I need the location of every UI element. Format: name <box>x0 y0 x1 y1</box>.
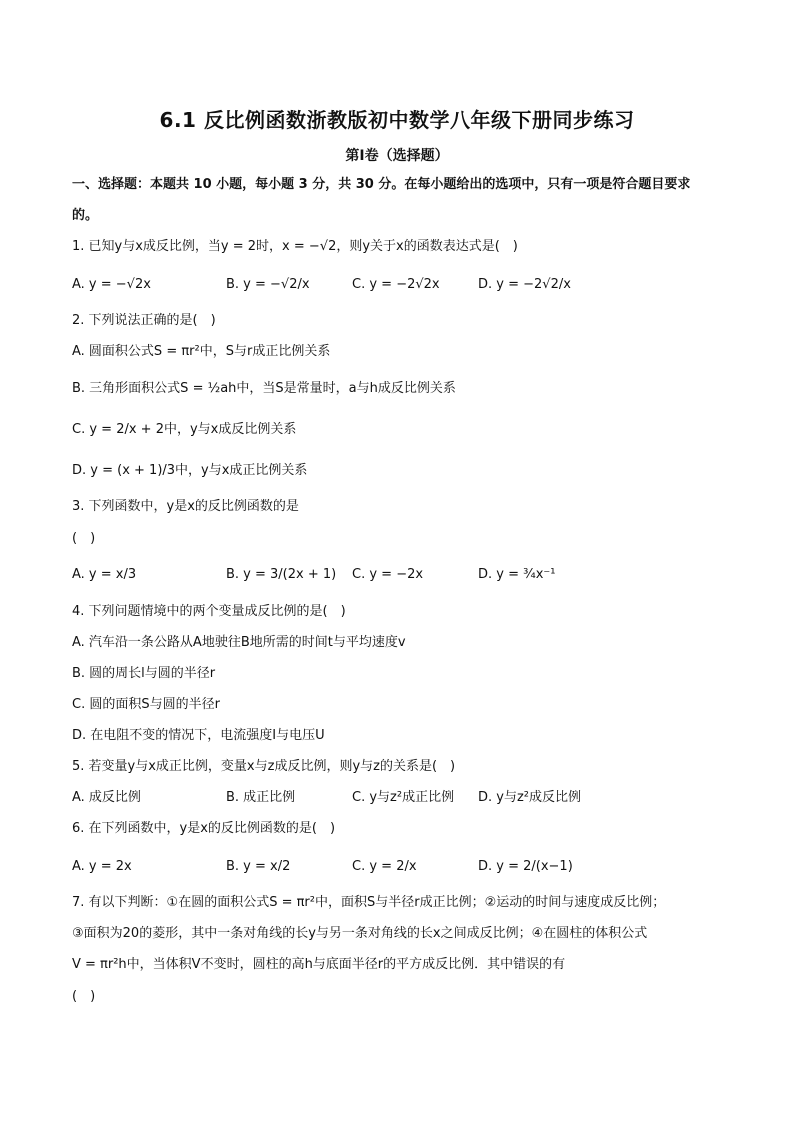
question-6-option-a: A. y = 2x <box>72 859 132 874</box>
question-5-stem: 5. 若变量y与x成正比例，变量x与z成反比例，则y与z的关系是( ) <box>72 759 456 774</box>
question-3-stem: 3. 下列函数中，y是x的反比例函数的是 <box>72 499 299 514</box>
section-subtitle: 第Ⅰ卷（选择题） <box>345 148 449 164</box>
question-1-option-b: B. y = −√2/x <box>226 277 310 292</box>
question-7-line-3: V = πr²h中，当体积V不变时，圆柱的高h与底面半径r的平方成反比例．其中错误的有 <box>72 957 566 972</box>
question-2-option-a: A. 圆面积公式S = πr²中，S与r成正比例关系 <box>72 344 331 359</box>
question-1-option-a: A. y = −√2x <box>72 277 151 292</box>
question-2-stem: 2. 下列说法正确的是( ) <box>72 313 216 328</box>
question-5-option-b: B. 成正比例 <box>226 790 296 805</box>
question-7-line-2: ③面积为20的菱形，其中一条对角线的长y与另一条对角线的长x之间成反比例；④在圆柱的体积公式 <box>72 926 648 941</box>
question-6-option-d: D. y = 2/(x−1) <box>478 859 573 874</box>
instructions-line-2: 的。 <box>72 208 99 223</box>
question-2-option-b: B. 三角形面积公式S = ½ah中，当S是常量时，a与h成反比例关系 <box>72 381 456 396</box>
question-3-option-a: A. y = x/3 <box>72 567 137 582</box>
question-5-option-d: D. y与z²成反比例 <box>478 790 582 805</box>
question-2-option-d: D. y = (x + 1)/3中，y与x成正比例关系 <box>72 463 308 478</box>
question-1-stem: 1. 已知y与x成反比例，当y = 2时，x = −√2，则y关于x的函数表达式是( ) <box>72 239 518 254</box>
question-2-option-c: C. y = 2/x + 2中，y与x成反比例关系 <box>72 422 297 437</box>
question-7-line-1: 7. 有以下判断：①在圆的面积公式S = πr²中，面积S与半径r成正比例；②运动的时间与速度成反比例； <box>72 895 666 910</box>
question-3-option-c: C. y = −2x <box>352 567 424 582</box>
page-title: 6.1 反比例函数浙教版初中数学八年级下册同步练习 <box>159 108 635 132</box>
question-1-option-c: C. y = −2√2x <box>352 277 440 292</box>
question-5-option-c: C. y与z²成正比例 <box>352 790 455 805</box>
question-6-option-c: C. y = 2/x <box>352 859 417 874</box>
instructions-line-1: 一、选择题：本题共 10 小题，每小题 3 分，共 30 分。在每小题给出的选项中，只有一项是符合题目要求 <box>72 177 691 192</box>
question-6-option-b: B. y = x/2 <box>226 859 291 874</box>
question-3-option-b: B. y = 3/(2x + 1) <box>226 567 337 582</box>
question-4-option-a: A. 汽车沿一条公路从A地驶往B地所需的时间t与平均速度v <box>72 635 406 650</box>
question-6-stem: 6. 在下列函数中，y是x的反比例函数的是( ) <box>72 821 336 836</box>
question-1-option-d: D. y = −2√2/x <box>478 277 571 292</box>
question-5-option-a: A. 成反比例 <box>72 790 141 805</box>
question-4-option-c: C. 圆的面积S与圆的半径r <box>72 697 220 712</box>
question-4-stem: 4. 下列问题情境中的两个变量成反比例的是( ) <box>72 604 346 619</box>
question-7-paren: ( ) <box>72 989 96 1004</box>
question-4-option-b: B. 圆的周长l与圆的半径r <box>72 666 216 681</box>
question-4-option-d: D. 在电阻不变的情况下，电流强度I与电压U <box>72 728 325 743</box>
question-3-option-d: D. y = ¾x⁻¹ <box>478 567 556 582</box>
question-3-paren: ( ) <box>72 531 96 546</box>
